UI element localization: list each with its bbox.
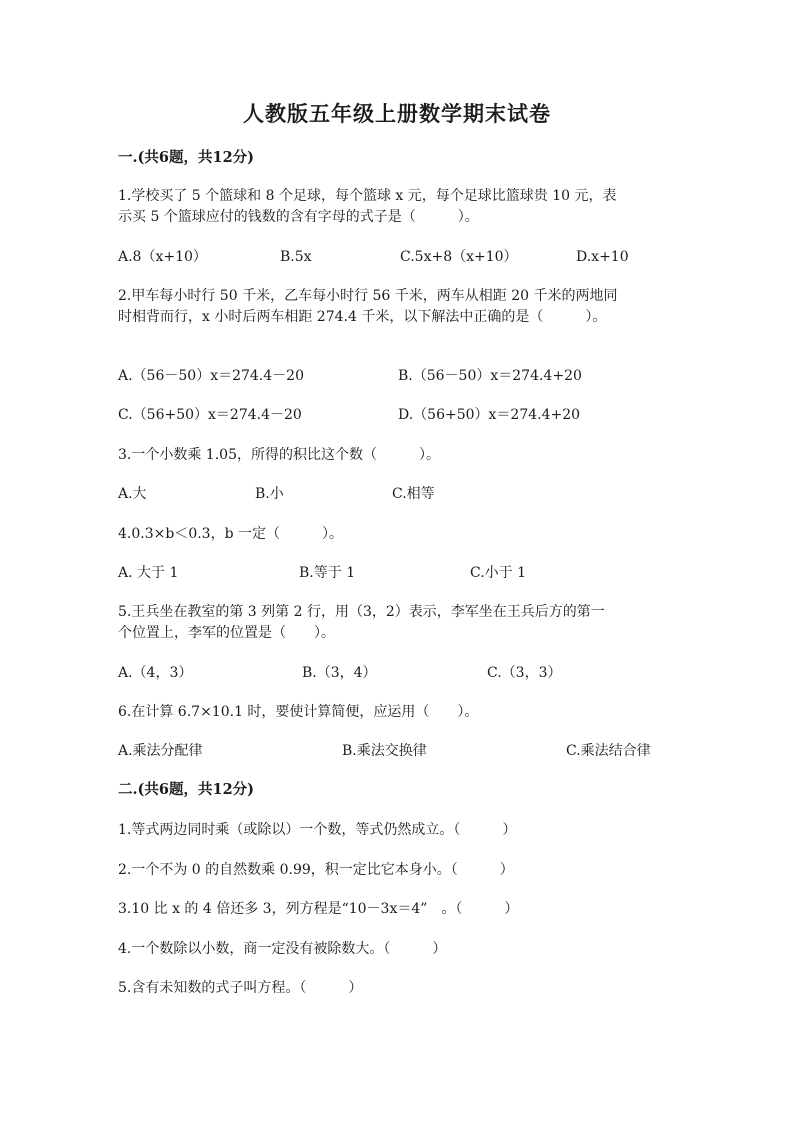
question-1-option-c: C.5x+8（x+10）	[400, 249, 518, 265]
question-5-option-c: C.（3，3）	[487, 665, 562, 681]
question-3-text: 3.一个小数乘 1.05，所得的积比这个数（ ）。	[118, 447, 440, 463]
question-2-option-a: A.（56－50）x＝274.4－20	[118, 368, 304, 384]
judgement-item-4: 4.一个数除以小数，商一定没有被除数大。（ ）	[118, 941, 447, 957]
question-4-option-c: C.小于 1	[470, 565, 527, 581]
question-4-text: 4.0.3×b＜0.3，b 一定（ ）。	[118, 526, 343, 542]
question-3-option-a: A.大	[118, 486, 147, 502]
question-3-option-c: C.相等	[392, 486, 435, 502]
question-2-option-b: B.（56－50）x＝274.4+20	[398, 368, 582, 384]
question-1-option-d: D.x+10	[576, 249, 629, 265]
judgement-item-2: 2.一个不为 0 的自然数乘 0.99，积一定比它本身小。（ ）	[118, 862, 514, 878]
question-5-option-b: B.（3，4）	[302, 665, 377, 681]
question-5-text-line1: 5.王兵坐在教室的第 3 列第 2 行，用（3，2）表示，李军坐在王兵后方的第一	[118, 604, 605, 620]
question-5-option-a: A.（4，3）	[118, 665, 193, 681]
question-1-text-line2: 示买 5 个篮球应付的钱数的含有字母的式子是（ ）。	[118, 209, 479, 225]
question-2-text-line2: 时相背而行，x 小时后两车相距 274.4 千米，以下解法中正确的是（ ）。	[118, 309, 607, 325]
judgement-item-3: 3.10 比 x 的 4 倍还多 3，列方程是“10－3x＝4” 。（ ）	[118, 901, 519, 917]
question-6-option-a: A.乘法分配律	[118, 743, 203, 759]
question-1-text-line1: 1.学校买了 5 个篮球和 8 个足球，每个篮球 x 元，每个足球比篮球贵 10 元，表	[118, 188, 617, 204]
judgement-item-1: 1.等式两边同时乘（或除以）一个数，等式仍然成立。（ ）	[118, 822, 517, 838]
section-heading-judgement: 二.(共6题，共12分)	[118, 781, 255, 798]
question-3-option-b: B.小	[255, 486, 284, 502]
question-6-text: 6.在计算 6.7×10.1 时，要使计算简便，应运用（ ）。	[118, 704, 479, 720]
question-4-option-a: A. 大于 1	[118, 565, 179, 581]
question-4-option-b: B.等于 1	[299, 565, 356, 581]
page-title: 人教版五年级上册数学期末试卷	[243, 101, 551, 126]
question-1-option-a: A.8（x+10）	[118, 249, 207, 265]
question-6-option-b: B.乘法交换律	[342, 743, 427, 759]
question-2-option-c: C.（56+50）x＝274.4－20	[118, 407, 302, 423]
judgement-item-5: 5.含有未知数的式子叫方程。（ ）	[118, 980, 363, 996]
section-heading-choice: 一.(共6题，共12分)	[118, 149, 255, 166]
question-1-option-b: B.5x	[280, 249, 312, 265]
question-5-text-line2: 个位置上，李军的位置是（ ）。	[118, 625, 335, 641]
question-6-option-c: C.乘法结合律	[566, 743, 651, 759]
question-2-option-d: D.（56+50）x＝274.4+20	[398, 407, 581, 423]
question-2-text-line1: 2.甲车每小时行 50 千米，乙车每小时行 56 千米，两车从相距 20 千米的两地同	[118, 288, 618, 304]
